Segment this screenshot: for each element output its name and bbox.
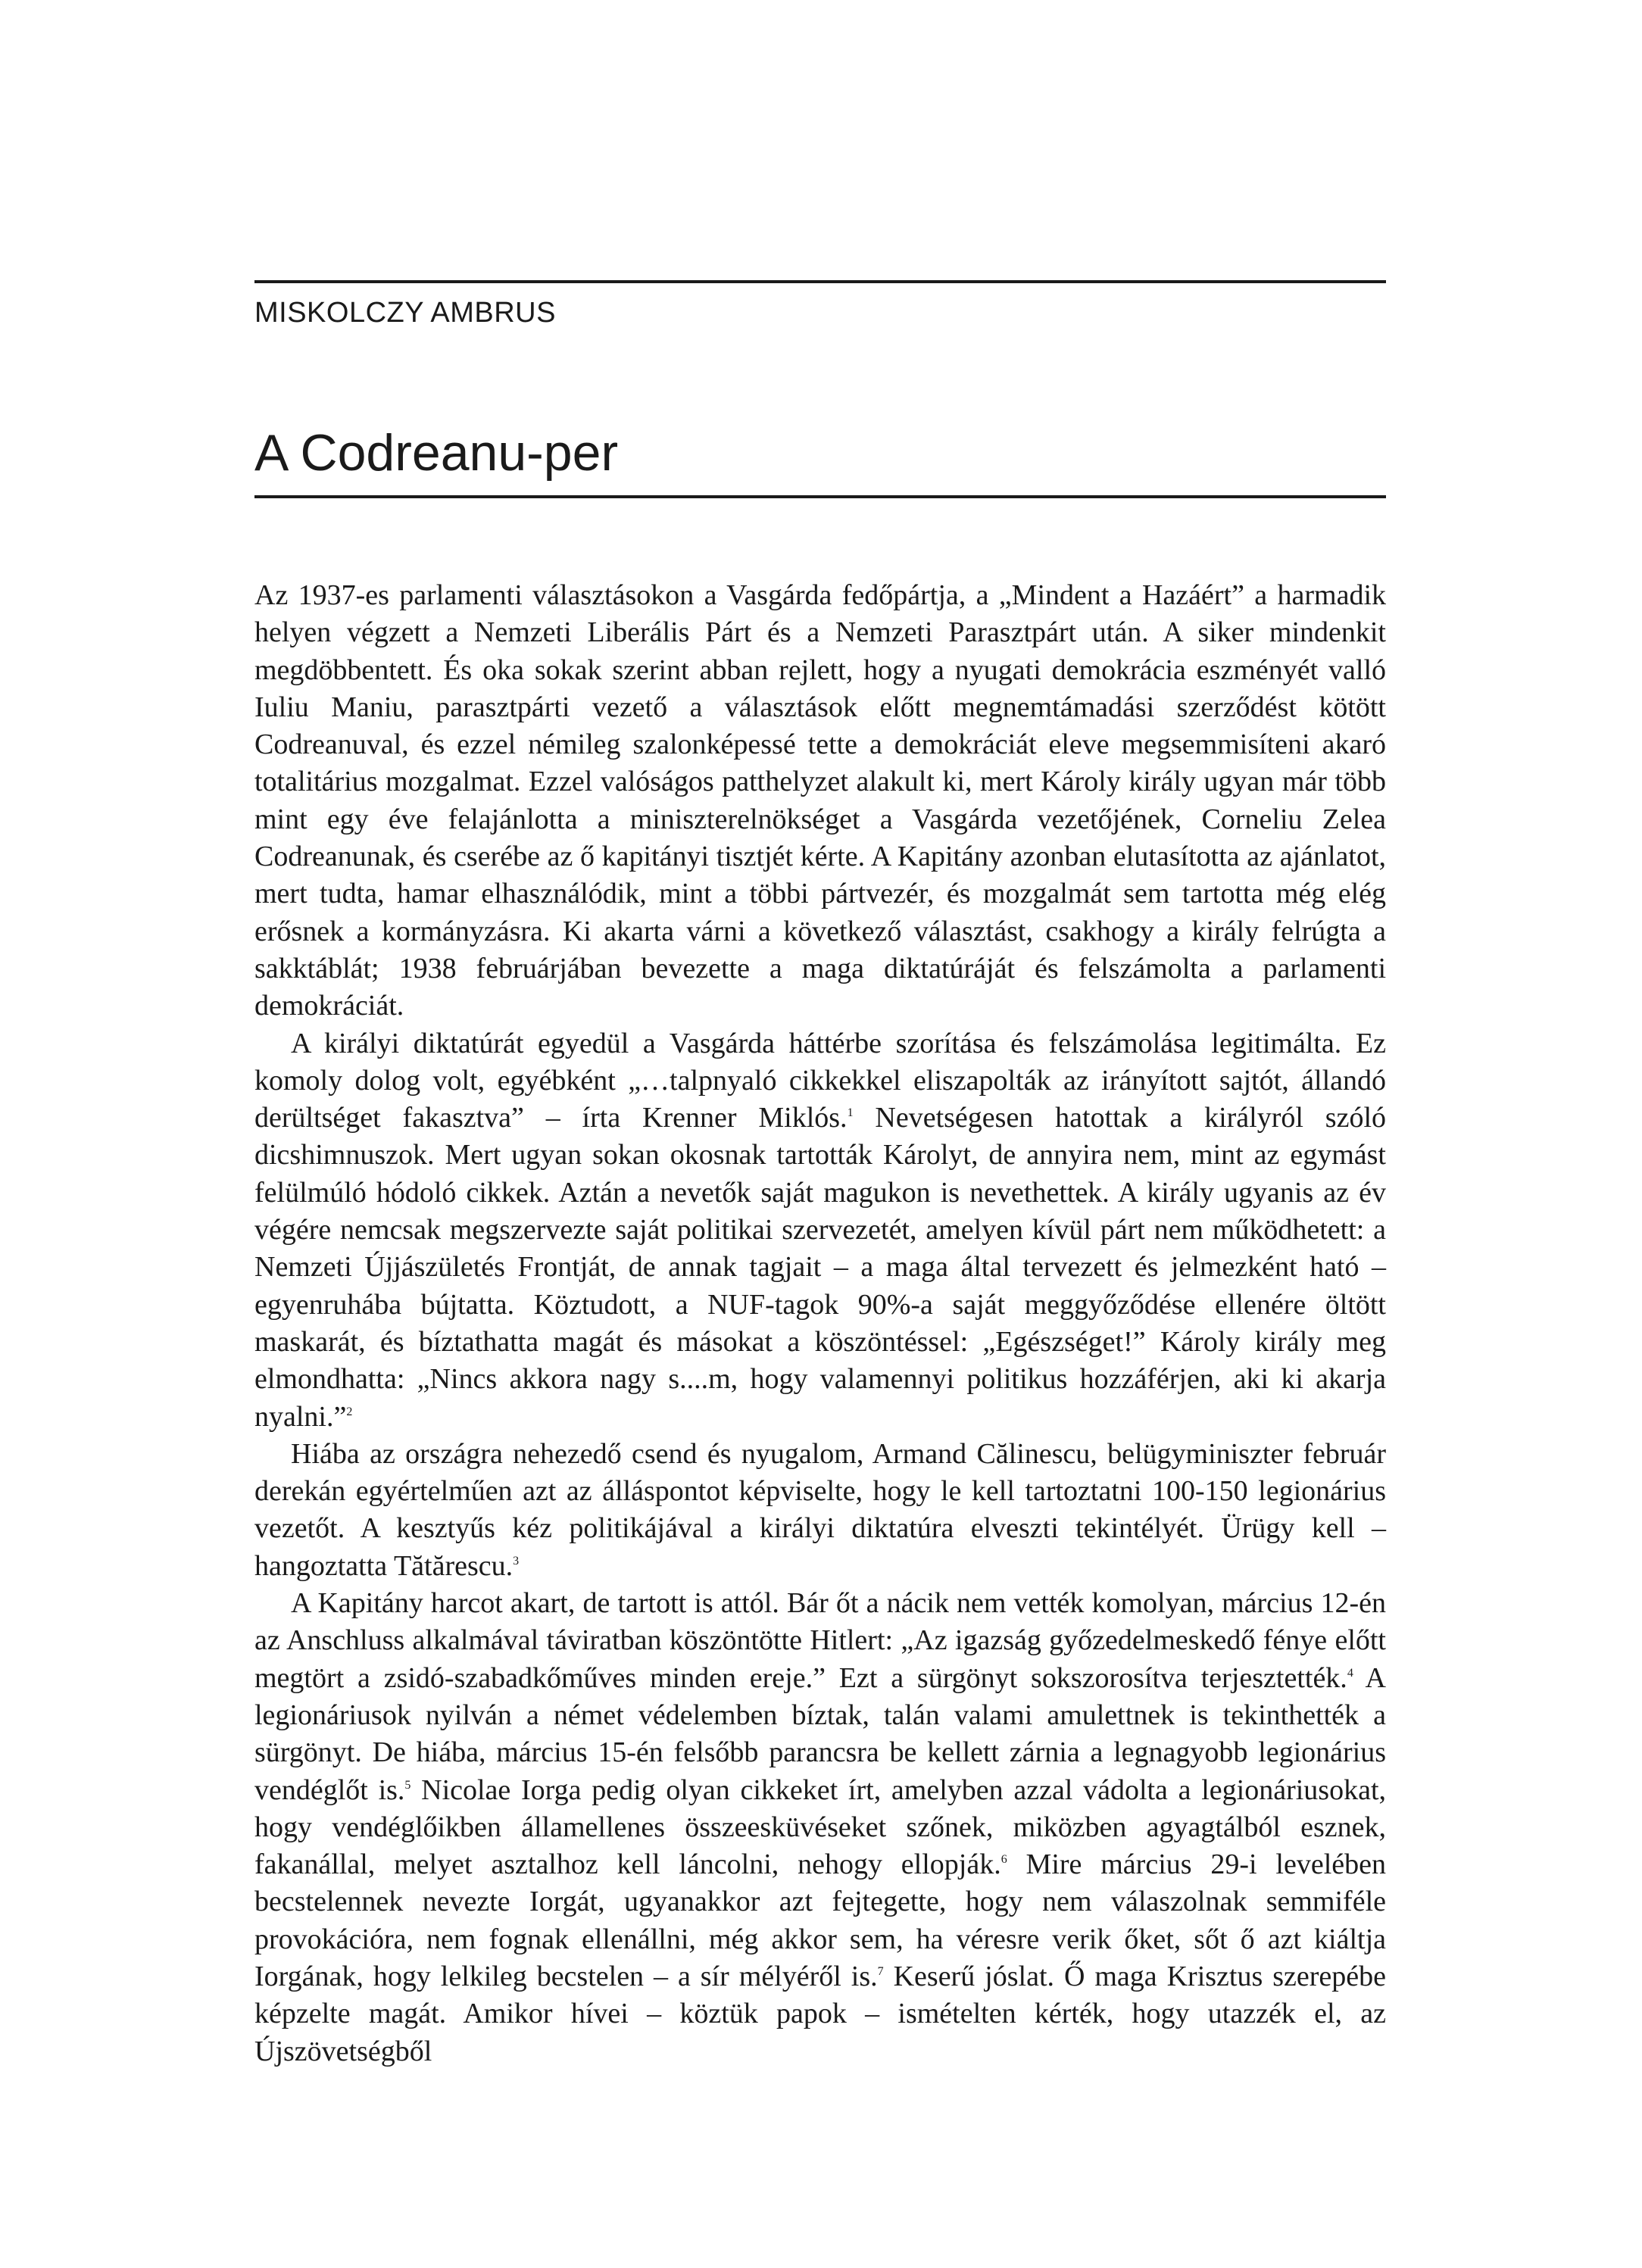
paragraph (254, 1025, 1386, 1436)
author-name: MISKOLCZY AMBRUS (254, 297, 556, 329)
footnote-marker[interactable]: 3 (513, 1554, 520, 1568)
article-body (254, 577, 1386, 2070)
footnote-marker[interactable]: 5 (404, 1778, 411, 1792)
page (254, 280, 1386, 2070)
paragraph-text: A királyi diktatúrát egyedül a Vasgárda háttérbe szorítása és felszámolása legitimálta. Ez komoly dolog volt, egyébként „…talpnyaló cikkekkel eliszapolták az irányított sajtót, állandó derültséget fakasztva” – írta Krenner Miklós. (254, 1027, 1386, 1134)
footnote-marker[interactable]: 4 (1347, 1666, 1353, 1680)
paragraph-text: A Kapitány harcot akart, de tartott is attól. Bár őt a nácik nem vették komolyan, március 12-én az Anschluss alkalmával táviratban köszöntötte Hitlert: „Az igazság győzedelmeskedő fénye előtt megtört a zsidó-szabadkőműves minden ereje.” Ezt a sürgönyt sokszorosítva terjesztették. (254, 1587, 1386, 1694)
paragraph-text: Hiába az országra nehezedő csend és nyugalom, Armand Călinescu, belügyminiszter február derekán egyértelműen azt az álláspontot képviselte, hogy le kell tartoztatni 100-150 legionárius vezetőt. A kesztyűs kéz politikájával a királyi diktatúra elveszti tekintélyét. Ürügy kell – hangoztatta Tătărescu. (254, 1437, 1386, 1582)
footnote-marker[interactable]: 2 (346, 1405, 353, 1418)
paragraph-text: Keserű jóslat. Ő maga Krisztus szerepébe képzelte magát. Amikor hívei – köztük papok – ismételten kérték, hogy utazzék el, az Újszövetségből (254, 1960, 1386, 2067)
paragraph-text: A legionáriusok nyilván a német védelemben bíztak, talán valami amulettnek is tekinthették a sürgönyt. De hiába, március 15-én felsőbb parancsra be kellett zárnia a legnagyobb legionárius vendéglőt is. (254, 1661, 1386, 1806)
title-rule (254, 495, 1386, 498)
paragraph (254, 577, 1386, 1025)
footnote-marker[interactable]: 7 (877, 1964, 884, 1978)
paragraph-text: Mire március 29-i levelében becstelennek nevezte Iorgát, ugyanakkor azt fejtegette, hogy nem válaszolnak semmiféle provokációra, nem fognak ellenállni, még akkor sem, ha véresre verik őket, sőt ő azt kiáltja Iorgának, hogy lelkileg becstelen – a sír mélyéről is. (254, 1848, 1386, 1992)
footnote-marker[interactable]: 6 (1000, 1853, 1007, 1867)
paragraph (254, 1436, 1386, 1585)
paragraph-text: Nicolae Iorga pedig olyan cikkeket írt, amelyben azzal vádolta a legionáriusokat, hogy vendéglőikben államellenes összeesküvéseket szőnek, miközben agyagtálból esznek, fakanállal, melyet asztalhoz kell láncolni, nehogy ellopják. (254, 1774, 1386, 1881)
footnote-marker[interactable]: 1 (847, 1106, 854, 1120)
paragraph (254, 1585, 1386, 2070)
header-rule (254, 280, 1386, 283)
paragraph-text: Nevetségesen hatottak a királyról szóló dicshimnuszok. Mert ugyan sokan okosnak tartották Károlyt, de annyira nem, mint az egymást felülmúló hódoló cikkek. Aztán a nevetők saját magukon is nevethettek. A király ugyanis az év végére nemcsak megszervezte saját politikai szervezetét, amelyen kívül párt nem működhetett: a Nemzeti Újjászületés Frontját, de annak tagjait – a maga által tervezett és jelmezként ható – egyenruhába bújtatta. Köztudott, a NUF-tagok 90%-a saját meggyőződése ellenére öltött maskarát, és bíztathatta magát és másokat a köszöntéssel: „Egészséget!” Károly király meg elmondhatta: „Nincs akkora nagy s....m, hogy valamennyi politikus hozzáférjen, aki ki akarja nyalni.” (254, 1102, 1386, 1433)
article-title: A Codreanu-per (254, 424, 619, 482)
paragraph-text: Az 1937-es parlamenti választásokon a Vasgárda fedőpártja, a „Mindent a Hazáért” a harmadik helyen végzett a Nemzeti Liberális Párt és a Nemzeti Parasztpárt után. A siker mindenkit megdöbbentett. És oka sokak szerint abban rejlett, hogy a nyugati demokrácia eszményét valló Iuliu Maniu, parasztpárti vezető a választások előtt megnemtámadási szerződést kötött Codreanuval, és ezzel némileg szalonképessé tette a demokráciát eleve megsemmisíteni akaró totalitárius mozgalmat. Ezzel valóságos patthelyzet alakult ki, mert Károly király ugyan már több mint egy éve felajánlotta a miniszterelnökséget a Vasgárda vezetőjének, Corneliu Zelea Codreanunak, és cserébe az ő kapitányi tisztjét kérte. A Kapitány azonban elutasította az ajánlatot, mert tudta, hamar elhasználódik, mint a többi pártvezér, és mozgalmát sem tartotta még elég erősnek a kormányzásra. Ki akarta várni a következő választást, csakhogy a király felrúgta a sakktáblát; 1938 februárjában bevezette a maga diktatúráját és felszámolta a parlamenti demokráciát. (254, 579, 1386, 1022)
